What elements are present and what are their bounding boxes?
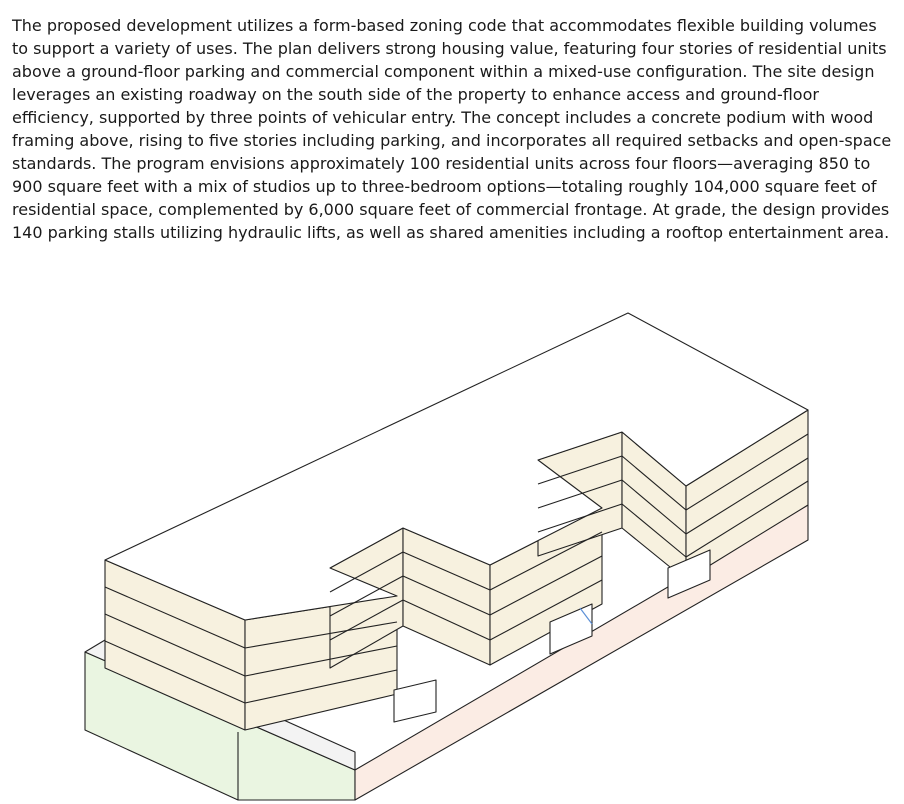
building-axonometric-diagram <box>0 270 904 804</box>
project-description: The proposed development utilizes a form-based zoning code that accommodates flexible building volumes to support a variety of uses. The plan delivers strong housing value, featuring four stories of residential units above a ground-floor parking and commercial component within a mixed-use configuration. The site design leverages an existing roadway on the south side of the property to enhance access and ground-floor efficiency, supported by three points of vehicular entry. The concept includes a concrete podium with wood framing above, rising to five stories including parking, and incorporates all required setbacks and open-space standards. The program envisions approximately 100 residential units across four floors—averaging 850 to 900 square feet with a mix of studios up to three-bedroom options—totaling roughly 104,000 square feet of residential space, complemented by 6,000 square feet of commercial frontage. At grade, the design provides 140 parking stalls utilizing hydraulic lifts, as well as shared amenities including a rooftop entertainment area. <box>12 16 892 242</box>
entry-door-1 <box>394 680 436 722</box>
